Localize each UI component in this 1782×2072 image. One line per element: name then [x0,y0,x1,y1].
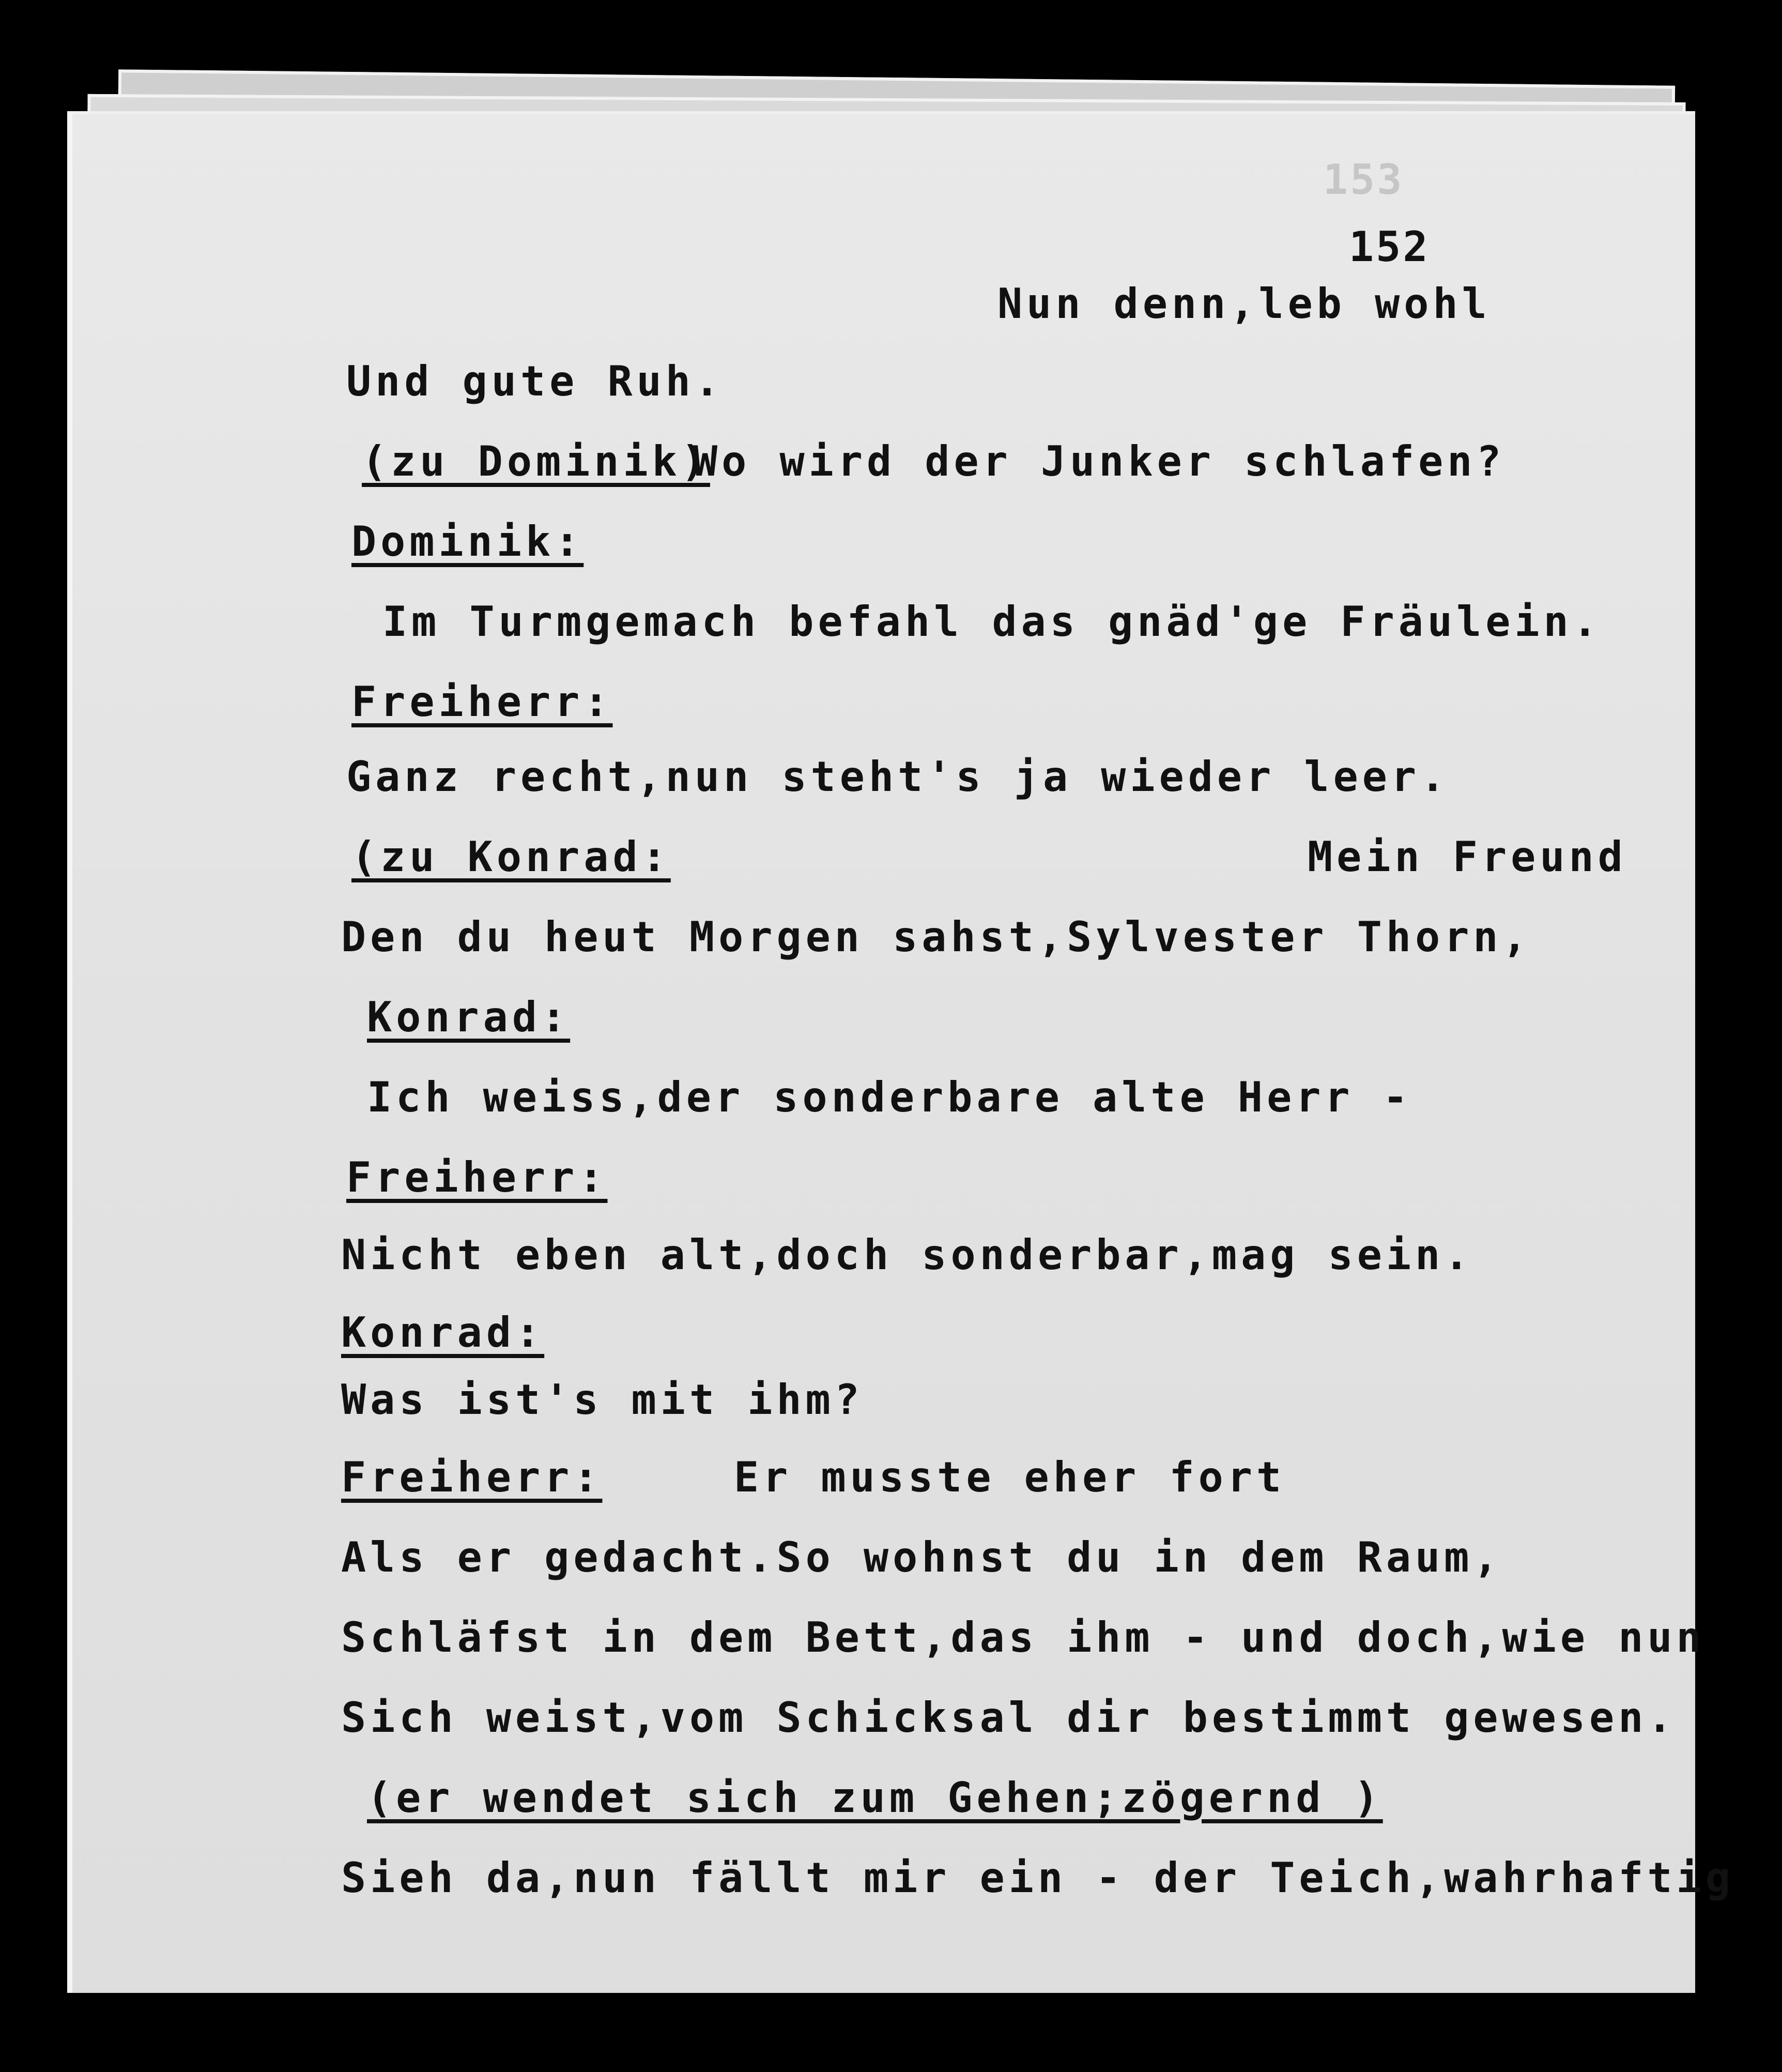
text-line: Als er gedacht.So wohnst du in dem Raum, [341,1533,1502,1581]
text-line: Nicht eben alt,doch sonderbar,mag sein. [341,1231,1473,1279]
text-line: Ich weiss,der sonderbare alte Herr - [367,1073,1412,1121]
text-line: Ganz recht,nun steht's ja wieder leer. [346,753,1450,801]
text-line: Sich weist,vom Schicksal dir bestimmt gewesen. [341,1694,1677,1742]
text-line: Im Turmgemach befahl das gnäd'ge Fräulein. [382,598,1602,646]
text-line: Mein Freund [1308,833,1627,881]
text-line: Den du heut Morgen sahst,Sylvester Thorn, [341,913,1531,961]
text-line: Und gute Ruh. [346,357,724,405]
stage-direction: (zu Konrad: [351,833,671,881]
text-line: Wo wird der Junker schlafen? [693,437,1506,485]
speaker-label: Freiherr: [351,678,613,726]
stage-direction: (zu Dominik) [362,437,710,485]
ghost-page-number: 153 [1323,156,1404,204]
text-line: Was ist's mit ihm? [341,1376,864,1424]
text-line: Er musste eher fort [734,1453,1286,1501]
speaker-label: Freiherr: [341,1453,603,1501]
speaker-label: Dominik: [351,517,584,566]
text-line: Sieh da,nun fällt mir ein - der Teich,wahrhaftig [341,1854,1734,1902]
speaker-label: Freiherr: [346,1153,608,1201]
typescript-page [67,111,1734,1993]
speaker-label: Konrad: [367,993,571,1041]
text-line: Nun denn,leb wohl [997,280,1491,328]
speaker-label: Konrad: [341,1308,545,1357]
page-number: 152 [1349,223,1430,271]
text-line: Schläfst in dem Bett,das ihm - und doch,wie nun [341,1613,1706,1662]
stage-direction: (er wendet sich zum Gehen;zögernd ) [367,1774,1383,1822]
